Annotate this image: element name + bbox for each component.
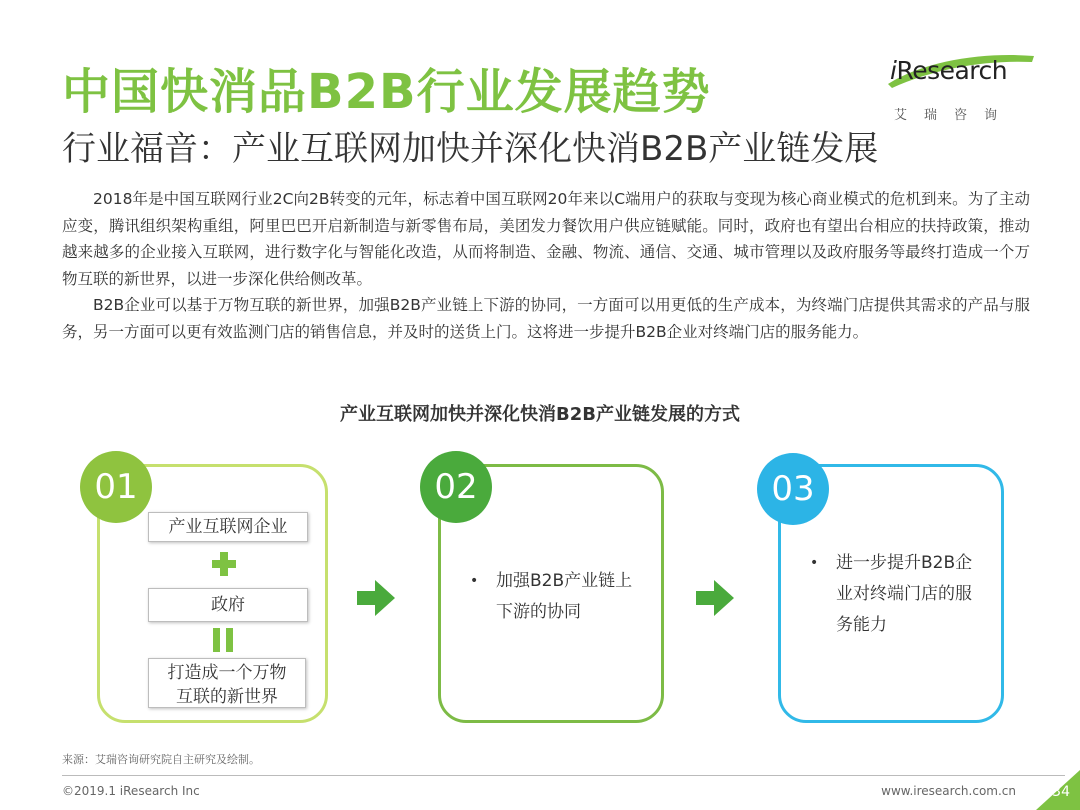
government-box: 政府 <box>148 588 308 622</box>
logo-chinese-name: 艾瑞咨询 <box>894 108 1015 123</box>
connected-world-box <box>148 658 306 708</box>
bullet-dot: • <box>470 573 479 589</box>
step-2-text <box>470 566 640 628</box>
body-paragraph-1: 2018年是中国互联网行业2C向2B转变的元年，标志着中国互联网20年来以C端用户的获取与变现为核心商业模式的危机到来。为了主动应变，腾讯组织架构重组，阿里巴巴开启新制造与新零售布局，美团发力餐饮用户供应链赋能。同时，政府也有望出台相应的扶持政策，推动越来越多的企业接入互联网，进行数字化与智能化改造，从而将制造、金融、物流、通信、交通、城市管理以及政府服务等最终打造成一个万物互联的新世界，以进一步深化供给侧改革。 <box>62 190 1030 288</box>
step-2-description: 加强B2B产业链上下游的协同 <box>496 571 633 622</box>
website-url: www.iresearch.com.cn <box>881 784 1016 798</box>
step-2-badge: 02 <box>420 451 492 523</box>
body-paragraph-2: B2B企业可以基于万物互联的新世界，加强B2B产业链上下游的协同，一方面可以用更低的生产成本，为终端门店提供其需求的产品与服务，另一方面可以更有效监测门店的销售信息，并及时的送货上门。这将进一步提升B2B企业对终端门店的服务能力。 <box>62 296 1030 341</box>
equals-icon <box>211 628 235 652</box>
source-note: 来源：艾瑞咨询研究院自主研究及绘制。 <box>62 753 260 766</box>
step-1-badge: 01 <box>80 451 152 523</box>
connected-world-line-2: 互联的新世界 <box>176 687 278 707</box>
slide-title: 中国快消品B2B行业发展趋势 <box>62 64 711 120</box>
plus-icon <box>212 552 236 576</box>
arrow-right-icon <box>357 580 395 616</box>
page-number: 34 <box>1052 784 1070 800</box>
slide-subtitle: 行业福音：产业互联网加快并深化快消B2B产业链发展 <box>62 129 879 169</box>
connected-world-line-1: 打造成一个万物 <box>167 663 287 683</box>
diagram-title: 产业互联网加快并深化快消B2B产业链发展的方式 <box>340 404 740 425</box>
arrow-right-icon <box>696 580 734 616</box>
copyright: ©2019.1 iResearch Inc <box>62 784 200 798</box>
step-3-description: 进一步提升B2B企业对终端门店的服务能力 <box>836 553 973 635</box>
bullet-dot: • <box>810 555 819 571</box>
footer-divider <box>62 775 1065 776</box>
logo-brand: iResearch <box>890 56 1008 85</box>
step-3-text <box>810 548 980 641</box>
iresearch-logo <box>890 56 1040 126</box>
step-3-badge: 03 <box>757 453 829 525</box>
industry-internet-company-box: 产业互联网企业 <box>148 512 308 542</box>
